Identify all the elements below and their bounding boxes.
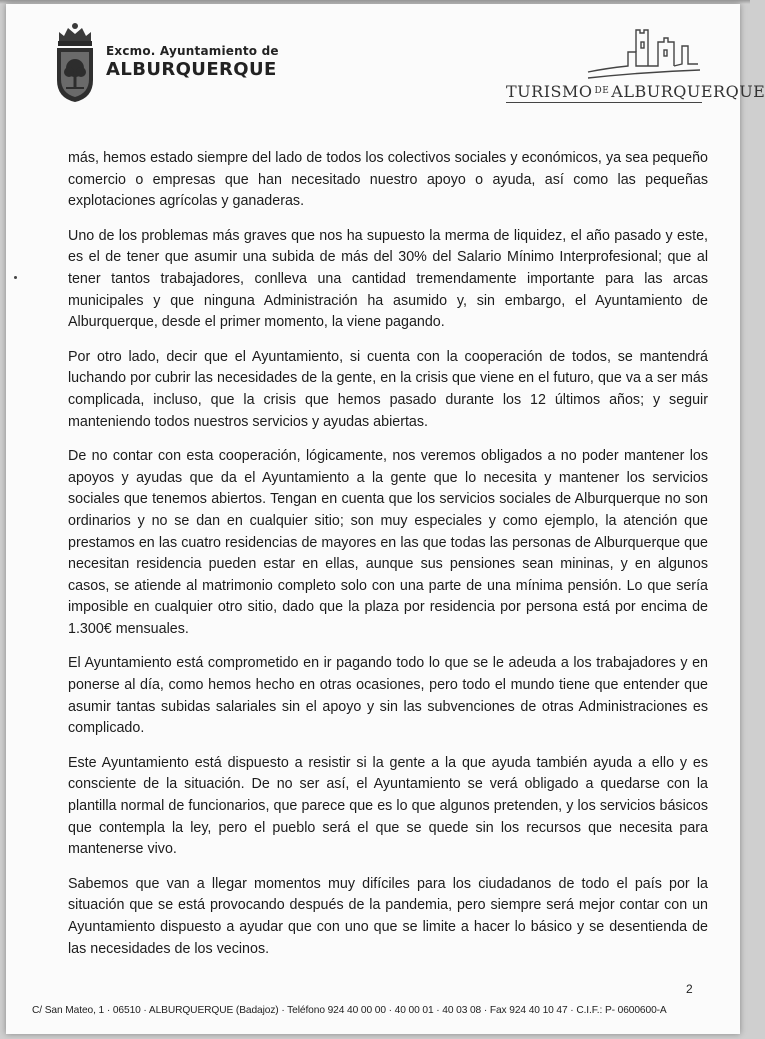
council-name [106,44,279,80]
paragraph: El Ayuntamiento está comprometido en ir pagando todo lo que se le adeuda a los trabajadores y en ponerse al día, como hemos hecho en otras ocasiones, pero todo el mundo tiene que entender que asumir tantas subidas salariales sin el apoyo y sin las subvenciones de otras Administraciones es complicado. [68,655,708,737]
paragraph: De no contar con esta cooperación, lógicamente, nos veremos obligados a no poder mantener los apoyos y ayudas que da el Ayuntamiento a la gente que lo necesita y mantener los servicios sociales que tenemos abiertos. Tengan en cuenta que los servicios sociales de Alburquerque no son ordinarios y no se dan en cualquier sitio; son muy especiales y como ejemplo, la atención que prestamos en las cuatro residencias de mayores en las que todas las personas de Alburquerque que necesitan residencia pueden estar en ellas, aunque sus pensiones sean mininas, y en algunos casos, se atiende al matrimonio completo solo con una parte de una mínima pensión. Lo que sería imposible en cualquier otro sitio, dado que la plaza por residencia por persona está por encima de 1.300€ mensuales. [68,448,708,637]
tourism-de: DE [594,86,610,96]
paragraph: Sabemos que van a llegar momentos muy difíciles para los ciudadanos de todo el país por la situación que se está provocando después de la pandemia, pero siempre será mejor contar con un Ayuntamiento dispuesto a ayudar que con uno que se limite a hacer lo básico y se desentienda de las necesidades de los vecinos. [68,875,708,957]
document-page [6,4,765,1034]
castle-logo-icon [588,28,700,80]
footer-address: C/ San Mateo, 1 · 06510 · ALBURQUERQUE (Badajoz) · Teléfono 924 40 00 00 · 40 00 01 · 40 03 08 · Fax 924 40 10 47 · C.I.F.: P- 0600600-A [32,1005,667,1016]
page-number: 2 [686,982,693,996]
margin-mark [14,276,17,279]
paragraph: Por otro lado, decir que el Ayuntamiento, si cuenta con la cooperación de todos, se mantendrá luchando por cubrir las necesidades de la gente, en la crisis que viene en el futuro, que va a ser más complicada, incluso, que la crisis que hemos pasado durante los 12 últimos años; y seguir manteniendo todos nuestros servicios y ayudas abiertas. [68,348,708,430]
tourism-underline [506,102,702,103]
paragraph: más, hemos estado siempre del lado de todos los colectivos sociales y económicos, ya sea pequeño comercio o empresas que han necesitado nuestro apoyo o ayuda, así como las pequeñas explotaciones agrícolas y ganaderas. [68,150,708,210]
paragraph: Este Ayuntamiento está dispuesto a resistir si la gente a la que ayuda también ayuda a ello y es consciente de la situación. De no ser así, el Ayuntamiento se verá obligado a quedarse con la plantilla normal de funcionarios, que parece que es lo que algunos pretenden, y los servicios básicos que contempla la ley, pero el pueblo será el que se quede sin los recursos que necesita para mantenerse vivo. [68,754,708,858]
council-name-line1: Excmo. Ayuntamiento de [106,44,279,58]
tourism-town: ALBURQUERQUE [611,82,765,101]
tourism-word: TURISMO [506,82,593,101]
tourism-logo-text [506,82,765,101]
letter-body [68,148,708,973]
coat-of-arms-icon [52,22,98,104]
council-name-line2: ALBURQUERQUE [106,59,277,80]
paragraph: Uno de los problemas más graves que nos ha supuesto la merma de liquidez, el año pasado y este, es el de tener que asumir una subida de más del 30% del Salario Mínimo Interprofesional; que al tener tantos trabajadores, conlleva una cantidad tremendamente importante para las arcas municipales y que ninguna Administración ha asumido y, sin embargo, el Ayuntamiento de Alburquerque, desde el primer momento, la viene pagando. [68,227,708,331]
